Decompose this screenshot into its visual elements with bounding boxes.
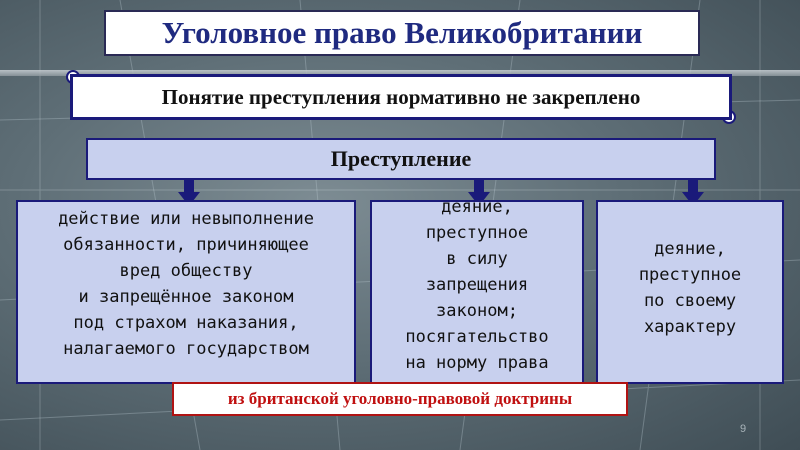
slide-title: Уголовное право Великобритании xyxy=(161,15,643,50)
definition-box-3 xyxy=(596,200,784,384)
source-box xyxy=(172,382,628,416)
note-text: Понятие преступления нормативно не закреплено xyxy=(161,84,641,109)
definition-box-1 xyxy=(16,200,356,384)
note-box xyxy=(70,74,732,120)
page-number: 9 xyxy=(740,423,747,435)
definition-text-3: деяние, преступное по своему характеру xyxy=(638,239,742,337)
crime-label: Преступление xyxy=(330,146,472,171)
note-scroll xyxy=(66,70,736,124)
definition-text-1: действие или невыполнение обязанности, причиняющее вред обществу и запрещённое законом под страхом наказания, налагаемого государством xyxy=(58,209,314,359)
crime-box xyxy=(86,138,716,180)
definition-box-2 xyxy=(370,200,584,384)
definition-text-2: деяние, преступное в силу запрещения законом; посягательство на норму права xyxy=(405,200,549,373)
source-text: из британской уголовно-правовой доктрины xyxy=(227,389,573,408)
title-box xyxy=(104,10,700,56)
